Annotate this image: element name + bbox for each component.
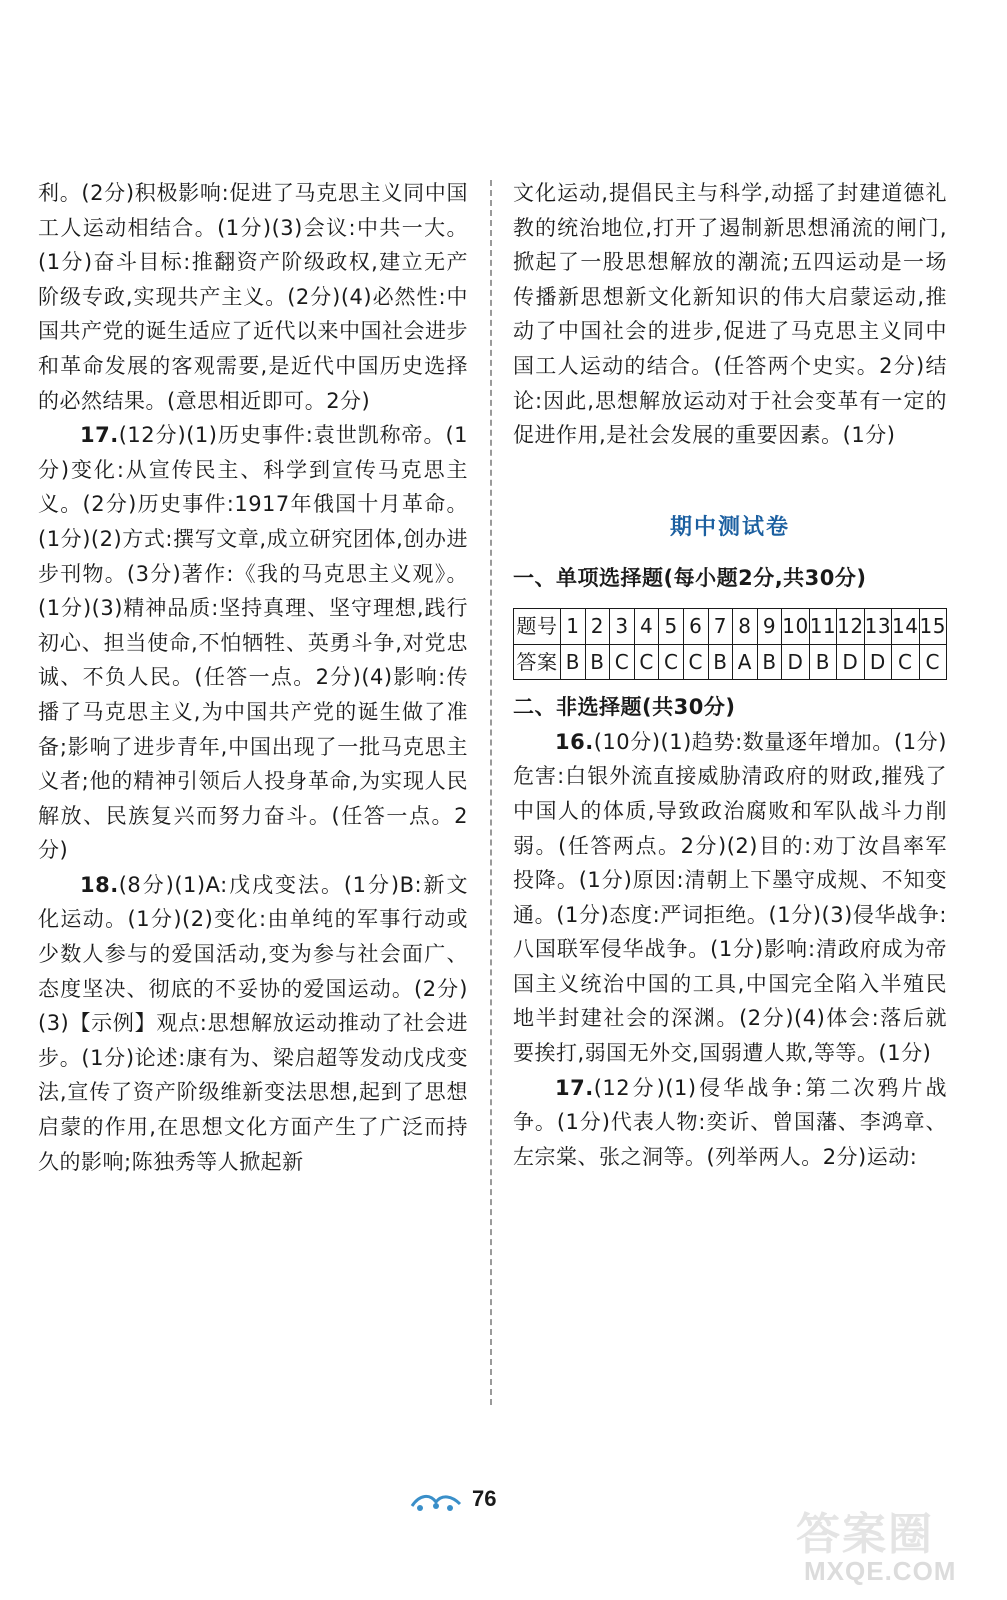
question-number-cell: 13 [864, 608, 891, 644]
watermark [790, 1498, 990, 1593]
answer-text: (12分)(1)历史事件:袁世凯称帝。(1分)变化:从宣传民主、科学到宣传马克思主义。(2分)历史事件:1917年俄国十月革命。(1分)(2)方式:撰写文章,成立研究团体,创办进步刊物。(3分)著作:《我的马克思主义观》。(1分)(3)精神品质:坚持真理、坚守理想,践行初心、担当使命,不怕牺牲、英勇斗争,对党忠诚、不负人民。(任答一点。2分)(4)影响:传播了马克思主义,为中国共产党的诞生做了准备;影响了进步青年,中国出现了一批马克思主义者;他的精神引领后人投身革命,为实现人民解放、民族复兴而努力奋斗。(任答一点。2分) [38, 423, 468, 863]
question-number-cell: 1 [561, 608, 586, 644]
section-title: 期中测试卷 [669, 514, 790, 540]
answer-18 [38, 868, 468, 1179]
answer-cell: A [733, 644, 758, 680]
row-label: 答案 [514, 644, 561, 680]
answer-cell: C [919, 644, 947, 680]
answer-cell: B [809, 644, 836, 680]
answer-cell: C [610, 644, 635, 680]
row-label: 题号 [514, 608, 561, 644]
answer-16 [513, 725, 947, 1071]
answer-text: (10分)(1)趋势:数量逐年增加。(1分)危害:白银外流直接威胁清政府的财政,摧残了中国人的体质,导致政治腐败和军队战斗力削弱。(任答两点。2分)(2)目的:劝丁汝昌率军投降。(1分)原因:清朝上下墨守成规、不知变通。(1分)态度:严词拒绝。(1分)(3)侵华战争:八国联军侵华战争。(1分)影响:清政府成为帝国主义统治中国的工具,中国完全陷入半殖民地半封建社会的深渊。(2分)(4)体会:落后就要挨打,弱国无外交,国弱遭人欺,等等。(1分) [513, 729, 947, 1066]
answer-cell: C [683, 644, 708, 680]
part2-heading: 二、非选择题(共30分) [513, 695, 736, 720]
question-number-cell: 9 [757, 608, 782, 644]
answer-17-midterm [513, 1071, 947, 1175]
question-number-cell: 15 [919, 608, 947, 644]
question-number-cell: 6 [683, 608, 708, 644]
question-number-cell: 4 [634, 608, 659, 644]
question-number-cell: 5 [659, 608, 684, 644]
paragraph-continued: 文化运动,提倡民主与科学,动摇了封建道德礼教的统治地位,打开了遏制新思想涌流的闸门,掀起了一股思想解放的潮流;五四运动是一场传播新思想新文化新知识的伟大启蒙运动,推动了中国社会的进步,促进了马克思主义同中国工人运动的结合。(任答两个史实。2分)结论:因此,思想解放运动对于社会变革有一定的促进作用,是社会发展的重要因素。(1分) [513, 181, 947, 448]
answer-text: (8分)(1)A:戊戌变法。(1分)B:新文化运动。(1分)(2)变化:由单纯的军事行动或少数人参与的爱国活动,变为参与社会面广、态度坚决、彻底的不妥协的爱国运动。(2分)(3)【示例】观点:思想解放运动推动了社会进步。(1分)论述:康有为、梁启超等发动戊戌变法,宣传了资产阶级维新变法思想,起到了思想启蒙的作用,在思想文化方面产生了广泛而持久的影响;陈独秀等人掀起新 [38, 872, 468, 1174]
paragraph-text: 利。(2分)积极影响:促进了马克思主义同中国工人运动相结合。(1分)(3)会议:中共一大。(1分)奋斗目标:推翻资产阶级政权,建立无产阶级专政,实现共产主义。(2分)(4)必然性:中国共产党的诞生适应了近代以来中国社会进步和革命发展的客观需要,是近代中国历史选择的必然结果。(意思相近即可。2分) [38, 181, 468, 413]
leaf-ornament-icon [410, 1490, 462, 1514]
question-number-cell: 3 [610, 608, 635, 644]
answer-cell: C [659, 644, 684, 680]
question-number-cell: 2 [585, 608, 610, 644]
question-number-cell: 7 [708, 608, 733, 644]
column-divider [490, 180, 492, 1405]
watermark-logo-text: 答案圈 [796, 1509, 934, 1560]
answer-table [513, 608, 947, 680]
answer-17 [38, 418, 468, 868]
paragraph-continued [38, 176, 468, 418]
answer-cell: B [757, 644, 782, 680]
page-number: 76 [472, 1486, 497, 1511]
question-number: 17. [80, 423, 119, 448]
answer-text: (12分)(1)侵华战争:第二次鸦片战争。(1分)代表人物:奕䜣、曾国藩、李鸿章、左宗棠、张之洞等。(列举两人。2分)运动: [513, 1075, 947, 1169]
answer-cell: B [708, 644, 733, 680]
watermark-url: MXQE.COM [804, 1556, 957, 1586]
answer-cell: B [585, 644, 610, 680]
answer-cell: C [634, 644, 659, 680]
part1-heading: 一、单项选择题(每小题2分,共30分) [513, 566, 867, 591]
answer-cell: D [782, 644, 809, 680]
question-number: 17. [555, 1075, 594, 1100]
answer-cell: D [837, 644, 864, 680]
left-column [38, 176, 468, 1179]
question-number-cell: 10 [782, 608, 809, 644]
question-number-cell: 11 [809, 608, 836, 644]
right-column [513, 176, 947, 1174]
table-row-numbers [514, 608, 947, 644]
question-number: 18. [80, 872, 119, 897]
question-number-cell: 12 [837, 608, 864, 644]
table-row-answers [514, 644, 947, 680]
question-number-cell: 8 [733, 608, 758, 644]
answer-cell: D [864, 644, 891, 680]
answer-cell: B [561, 644, 586, 680]
question-number: 16. [555, 729, 594, 754]
answer-cell: C [892, 644, 919, 680]
question-number-cell: 14 [892, 608, 919, 644]
